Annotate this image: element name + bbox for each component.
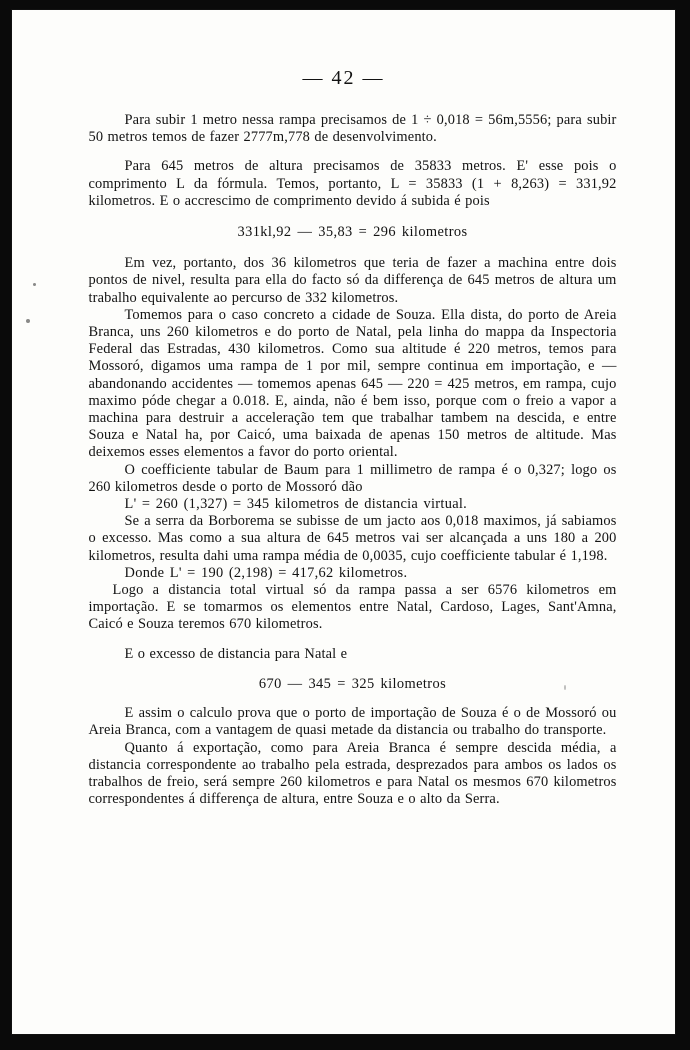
paragraph-4: Tomemos para o caso concreto a cidade de Souza. Ella dista, do porto de Areia Branca, uns 260 kilometros e do porto de Natal, pela linha do mappa da Inspectoria Federal das Estradas, 430 kilometros. Como sua altitude é 220 metros, temos para Mossoró, digamos uma rampa de 1 por mil, sempre continua em importação, e — abandonando accidentes — tomemos apenas 645 — 220 = 425 metros, em rampa, cujo maximo póde chegar a 0.018. E, ainda, não é bem isso, porque com o freio a vapor a machina para destruir a acceleração tem que trabalhar tambem na descida, e entre Souza e Natal ha, por Caicó, uma baixada de apenas 150 metros de altitude. Mas deixemos esses elementos a favor do porto oriental. (88, 306, 617, 461)
paragraph-5: O coefficiente tabular de Baum para 1 millimetro de rampa é o 0,327; logo os 260 kilometros desde o porto de Mossoró dão (88, 461, 617, 495)
scan-artifact-speck (33, 283, 36, 286)
paragraph-9: E assim o calculo prova que o porto de importação de Souza é o de Mossoró ou Areia Branca, com a vantagem de quasi metade da distancia ou trabalho do transporte. (88, 705, 617, 739)
equation-3: Donde L' = 190 (2,198) = 417,62 kilometros. (124, 564, 408, 581)
paragraph-1: Para subir 1 metro nessa rampa precisamos de 1 ÷ 0,018 = 56m,5556; para subir 50 metros temos de fazer 2777m,778 de desenvolvimento. (88, 112, 617, 146)
page-content (11, 67, 676, 1035)
paragraph-3: Em vez, portanto, dos 36 kilometros que teria de fazer a machina entre dois pontos de nivel, resulta para ella do facto só da differença de 645 metros de altura um trabalho equivalente ao percurso de 332 kilometros. (88, 255, 617, 306)
scan-artifact-speck (564, 685, 566, 690)
equation-1: 331kl,92 — 35,83 = 296 kilometros (237, 224, 468, 241)
page-number: — 42 — (302, 67, 385, 89)
page-sheet (11, 9, 676, 1035)
equation-2: L' = 260 (1,327) = 345 kilometros de distancia virtual. (124, 496, 468, 513)
equation-4: 670 — 345 = 325 kilometros (258, 675, 447, 692)
paragraph-7: Logo a distancia total virtual só da rampa passa a ser 6576 kilometros em importação. E se tomarmos os elementos entre Natal, Cardoso, Lages, Sant'Amna, Caicó e Souza teremos 670 kilometros. (88, 582, 617, 633)
paragraph-10: Quanto á exportação, como para Areia Branca é sempre descida média, a distancia correspondente ao trabalho pela estrada, desprezados para ambos os lados os trabalhos de freio, será sempre 260 kilometros e para Natal os mesmos 670 kilometros correspondentes á differença de altura, entre Souza e o alto da Serra. (88, 739, 617, 808)
scan-artifact-speck (26, 319, 30, 323)
paragraph-8: E o excesso de distancia para Natal e (124, 645, 348, 662)
paragraph-6: Se a serra da Borborema se subisse de um jacto aos 0,018 maximos, já sabiamos o excesso. Mas como a sua altura de 645 metros vai ser alcançada a uns 180 a 200 kilometros, resulta dahi uma rampa média de 0,0035, cujo coefficiente tabular é 1,198. (88, 513, 617, 564)
paragraph-2: Para 645 metros de altura precisamos de 35833 metros. E' esse pois o comprimento L da fórmula. Temos, portanto, L = 35833 (1 + 8,263) = 331,92 kilometros. E o accrescimo de comprimento devido á subida é pois (88, 158, 617, 209)
text-column (71, 90, 617, 808)
